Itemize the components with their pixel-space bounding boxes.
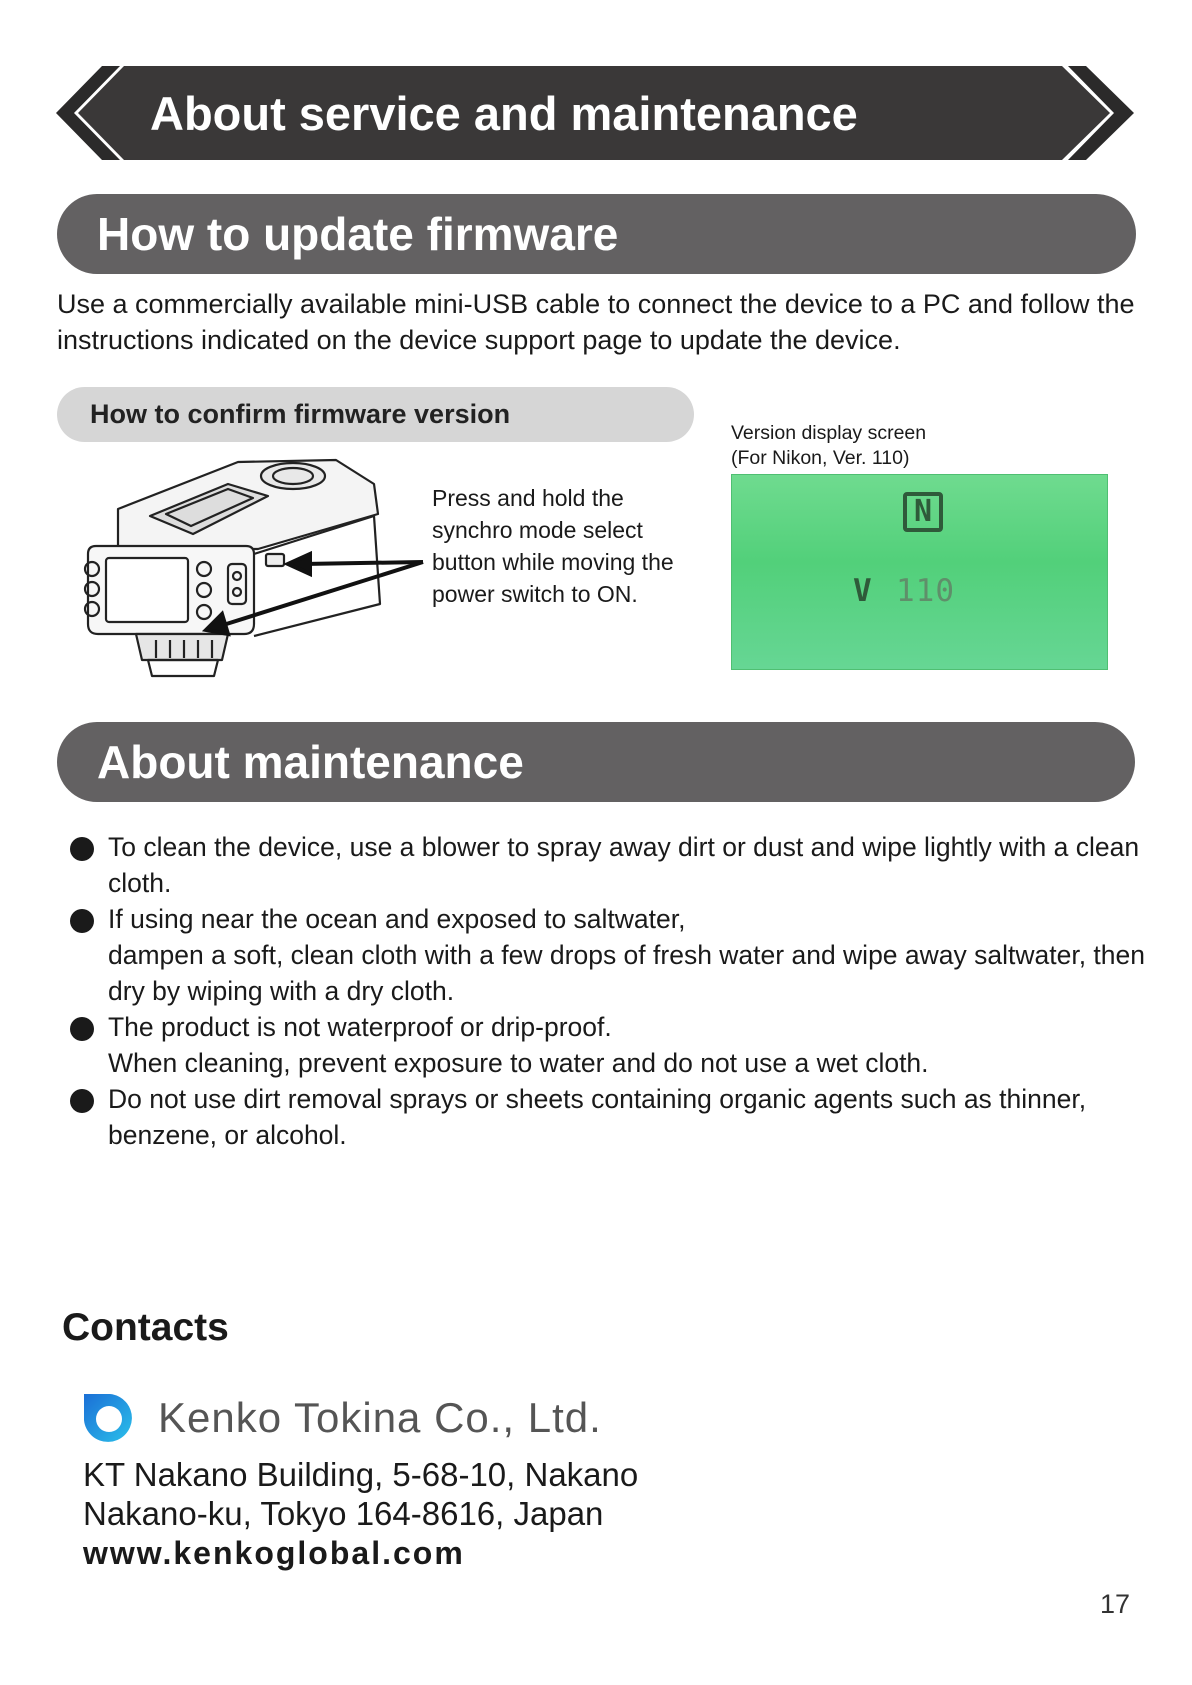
nikon-badge: N bbox=[903, 492, 943, 532]
company-name: Kenko Tokina Co., Ltd. bbox=[158, 1394, 602, 1441]
screen-caption-line2: (For Nikon, Ver. 110) bbox=[731, 447, 910, 469]
list-item bbox=[70, 1009, 1160, 1081]
page-number: 17 bbox=[1100, 1589, 1131, 1619]
list-item bbox=[70, 829, 1160, 901]
list-item-text: If using near the ocean and exposed to saltwater, dampen a soft, clean cloth with a few drops of fresh water and wipe away saltwater, then dry by wiping with a dry cloth. bbox=[108, 904, 1146, 1006]
instruction-text: Press and hold the synchro mode select button while moving the power switch to ON. bbox=[432, 485, 674, 607]
bullet-icon bbox=[70, 1017, 94, 1041]
bullet-icon bbox=[70, 909, 94, 933]
website-link[interactable]: www.kenkoglobal.com bbox=[83, 1535, 465, 1571]
device-illustration bbox=[78, 454, 426, 690]
page-title: About service and maintenance bbox=[150, 87, 858, 140]
version-prefix: V bbox=[853, 573, 872, 609]
bullet-icon bbox=[70, 837, 94, 861]
screen-caption bbox=[731, 421, 926, 471]
list-item bbox=[70, 1081, 1160, 1153]
address-line-1: KT Nakano Building, 5-68-10, Nakano bbox=[83, 1456, 639, 1493]
list-item-text: To clean the device, use a blower to spray away dirt or dust and wipe lightly with a clean cloth. bbox=[108, 832, 1140, 898]
contacts-heading: Contacts bbox=[62, 1306, 229, 1349]
section-heading-firmware: How to update firmware bbox=[57, 194, 1136, 274]
screen-caption-line1: Version display screen bbox=[731, 422, 927, 444]
maintenance-list bbox=[70, 829, 1160, 1153]
list-item-text: Do not use dirt removal sprays or sheets containing organic agents such as thinner, benzene, or alcohol. bbox=[108, 1084, 1087, 1150]
list-item bbox=[70, 901, 1160, 1009]
bullet-icon bbox=[70, 1089, 94, 1113]
subheading-confirm-version: How to confirm firmware version bbox=[57, 387, 694, 442]
version-number: 110 bbox=[896, 573, 955, 609]
kenko-logo-icon bbox=[80, 1390, 136, 1446]
firmware-intro-text: Use a commercially available mini-USB cable to connect the device to a PC and follow the instructions indicated on the device support page to update the device. bbox=[57, 289, 1135, 355]
list-item-text: The product is not waterproof or drip-proof. When cleaning, prevent exposure to water and do not use a wet cloth. bbox=[108, 1012, 929, 1078]
address-line-2: Nakano-ku, Tokyo 164-8616, Japan bbox=[83, 1495, 604, 1532]
section-heading-maintenance: About maintenance bbox=[57, 722, 1135, 802]
